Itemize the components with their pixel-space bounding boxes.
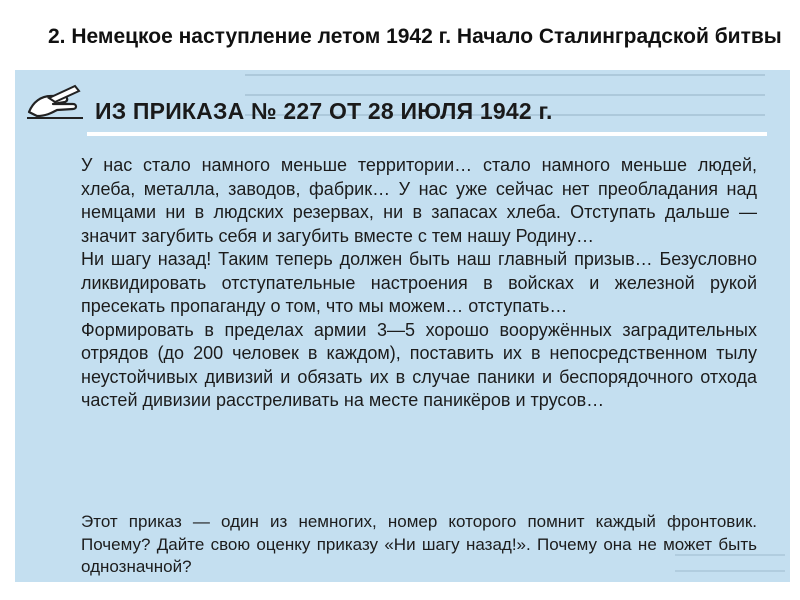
hand-writing-pen-icon [23,82,87,122]
order-heading: ИЗ ПРИКАЗА № 227 ОТ 28 ИЮЛЯ 1942 г. [95,98,553,124]
heading-divider [87,132,767,136]
quote-paragraph: Формировать в пределах армии 3—5 хорошо вооружённых заградительных отрядов (до 200 человек в каждом), поставить их в непосредственном тылу неустойчивых дивизий и обязать их в случае паники и беспорядочного отхода частей дивизии расстреливать на месте паникёров и трусов… [81,319,757,410]
textbook-excerpt-panel [15,70,790,582]
quote-paragraph: Ни шагу назад! Таким теперь должен быть наш главный призыв… Безусловно ликвидировать отступательные настроения в войсках и железной рукой пресекать пропаганду о том, что мы можем… отступать… [81,249,757,316]
slide-title: 2. Немецкое наступление летом 1942 г. Начало Сталинградской битвы [48,25,782,48]
discussion-question: Этот приказ — один из немногих, номер которого помнит каждый фронтовик. Почему? Дайте свою оценку приказу «Ни шагу назад!». Почему она не может быть однозначной? [81,512,757,576]
quote-paragraph: У нас стало намного меньше территории… стало намного меньше людей, хлеба, металла, заводов, фабрик… У нас уже сейчас нет преобладания над немцами ни в людских резервах, ни в запасах хлеба. Отступать дальше — значит загубить себя и загубить вместе с тем нашу Родину… [81,155,757,246]
order-quote [81,154,757,413]
